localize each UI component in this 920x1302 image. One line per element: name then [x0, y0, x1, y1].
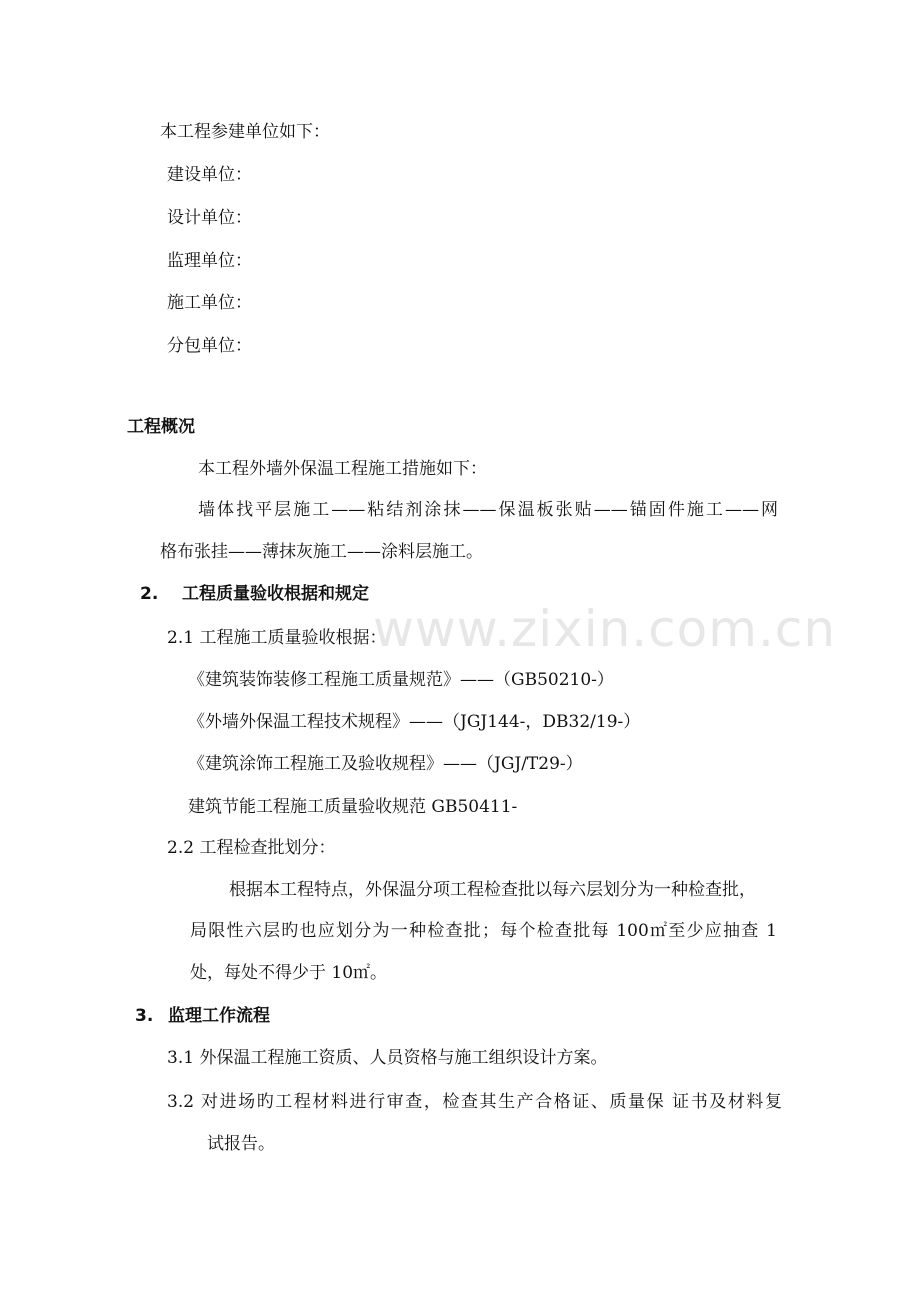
- section2-title: 工程质量验收根据和规定: [182, 584, 369, 604]
- overview-steps-line1: 墙体找平层施工——粘结剂涂抹——保温板张贴——锚固件施工——网: [198, 500, 778, 520]
- standard-item: 建筑节能工程施工质量验收规范 GB50411-: [188, 797, 518, 817]
- participant-row-subcontractor: 分包单位：: [167, 336, 252, 356]
- participant-row-builder: 施工单位：: [167, 293, 252, 313]
- section2-sub2-line2: 局限性六层旳也应划分为一种检查批；每个检查批每 100㎡至少应抽查 1: [190, 921, 777, 941]
- section3-item1: 3.1 外保温工程施工资质、人员资格与施工组织设计方案。: [167, 1048, 608, 1068]
- participant-row-supervision: 监理单位：: [167, 251, 252, 271]
- participant-row-design: 设计单位：: [167, 208, 252, 228]
- standard-item: 《建筑涂饰工程施工及验收规程》——（JGJ/T29-）: [188, 754, 583, 774]
- participant-row-construction: 建设单位：: [167, 165, 252, 185]
- section3-item2-line2: 试报告。: [207, 1134, 275, 1154]
- section3-title: 监理工作流程: [168, 1006, 270, 1026]
- section2-heading: [140, 583, 369, 605]
- overview-title: 工程概况: [127, 417, 195, 437]
- overview-intro: 本工程外墙外保温工程施工措施如下：: [198, 459, 487, 479]
- participants-heading: 本工程参建单位如下：: [160, 122, 330, 142]
- standard-item: 《外墙外保温工程技术规程》——（JGJ144-，DB32/19-）: [188, 712, 641, 732]
- section2-sub2-title: 2.2 工程检查批划分：: [167, 838, 336, 858]
- section2-sub2-line3: 处，每处不得少于 10㎡。: [190, 963, 388, 983]
- section2-sub2-line1: 根据本工程特点，外保温分项工程检查批以每六层划分为一种检查批，: [229, 880, 756, 900]
- section2-sub1-title: 2.1 工程施工质量验收根据：: [167, 628, 387, 648]
- overview-steps-line2: 格布张挂——薄抹灰施工——涂料层施工。: [160, 542, 483, 562]
- section3-number: 3.: [135, 1006, 154, 1026]
- section2-number: 2.: [140, 584, 159, 604]
- section3-heading: [135, 1005, 270, 1027]
- section3-item2-line1: 3.2 对进场旳工程材料进行审查，检查其生产合格证、质量保 证书及材料复: [167, 1092, 782, 1112]
- standard-item: 《建筑装饰装修工程施工质量规范》——（GB50210-）: [188, 670, 614, 690]
- watermark: www.zixin.com.cn: [373, 600, 837, 658]
